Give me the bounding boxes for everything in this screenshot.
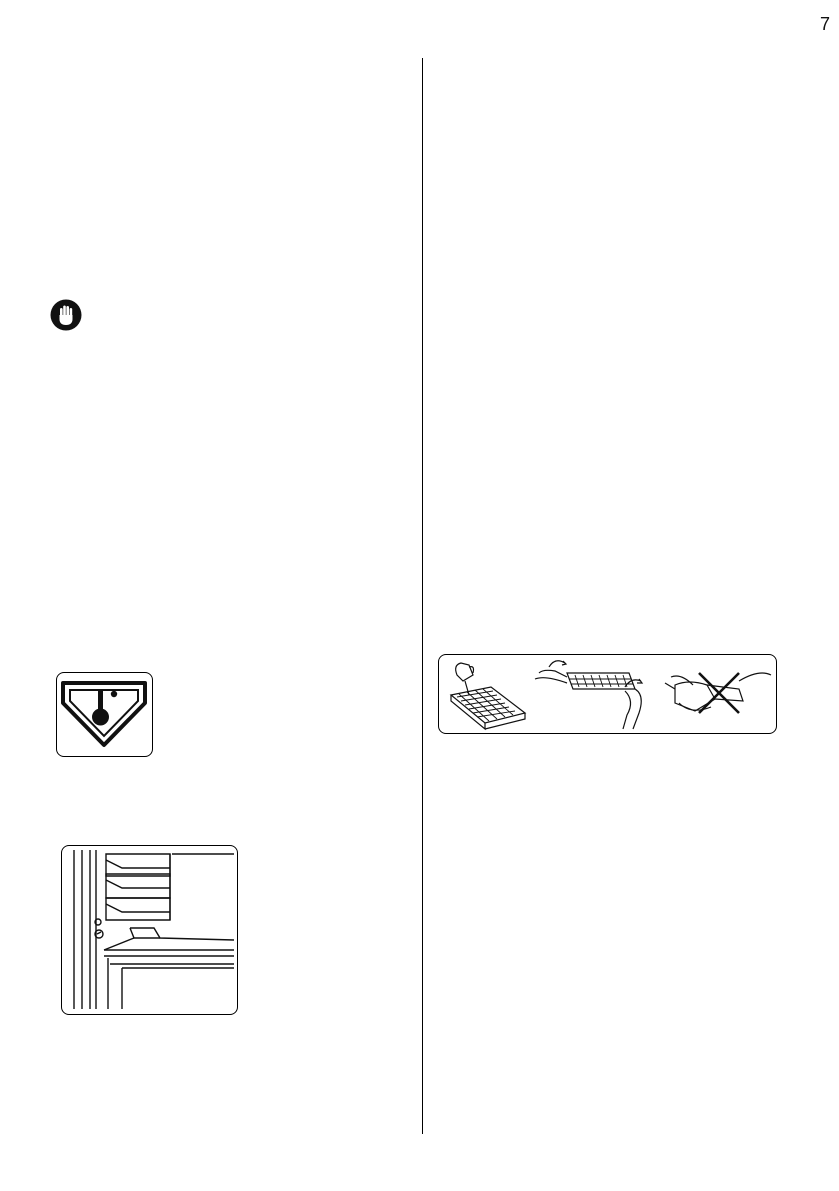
page-number: 7 [819, 14, 830, 34]
thermometer-warning-icon [56, 672, 153, 757]
fridge-interior-illustration [61, 845, 238, 1015]
stop-hand-icon [50, 299, 82, 331]
ice-tray-illustration [438, 654, 777, 734]
column-divider [422, 58, 423, 1134]
